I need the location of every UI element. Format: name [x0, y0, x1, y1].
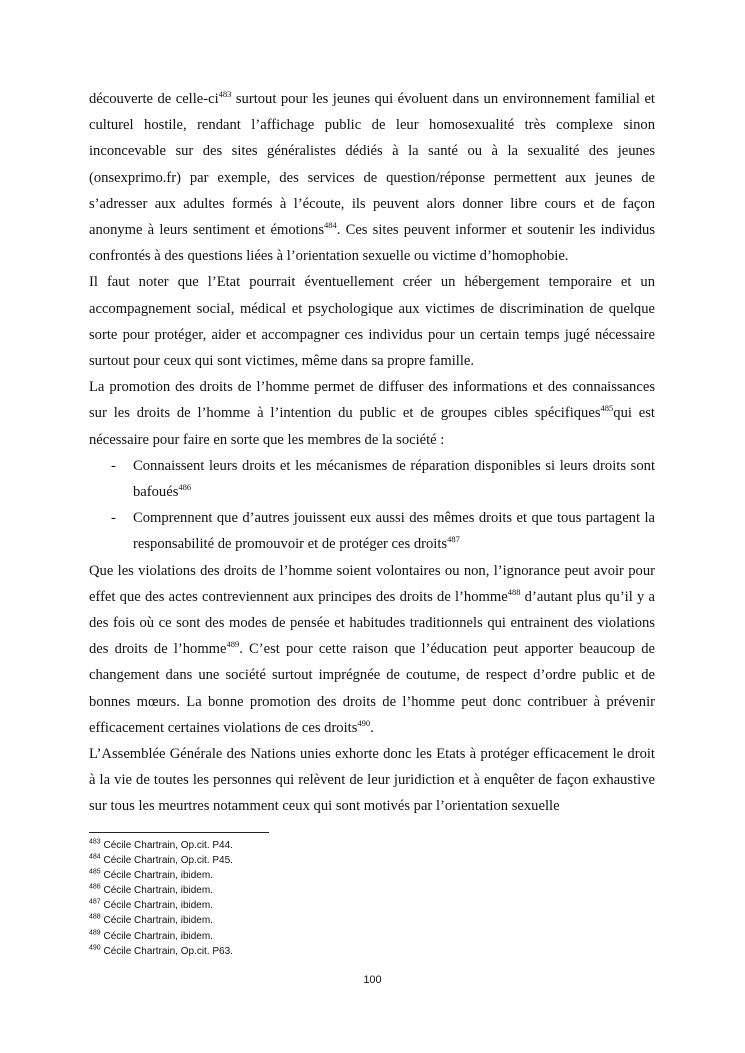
text-run: d’autant plus qu’il y a des fois où ce sont des modes de pensée et habitudes traditionnels qui entrainent des violations des droits de l’homme [89, 588, 655, 658]
paragraph-2: Il faut noter que l’Etat pourrait éventuellement créer un hébergement temporaire et un accompagnement social, médical et psychologique aux victimes de discrimination de quelque sorte pour protéger, aider et accompagner ces individus pour un certain temps jugé nécessaire surtout pour ceux qui sont victimes, même dans sa propre famille. [89, 274, 655, 370]
text-run: découverte de celle-ci [89, 91, 219, 107]
footnote-text: Cécile Chartrain, Op.cit. P63. [100, 945, 233, 957]
text-run: surtout pour les jeunes qui évoluent dans un environnement familial et culturel hostile, rendant l’affichage public de leur homosexualité très complexe sinon inconcevable sur des sites généralistes dédiés à la santé ou à la sexualité des jeunes (onsexprimo.fr) par exemple, des services de question/réponse permettent aux jeunes de s’adresser aux adultes formés à l’écoute, ils peuvent alors donner libre cours et de façon anonyme à leurs sentiment et émotions [89, 91, 655, 239]
footnote-488 [89, 913, 489, 928]
bullet-list [89, 453, 655, 558]
paragraph-1 [89, 86, 655, 269]
footnote-ref-488[interactable]: 488 [507, 587, 521, 597]
bullet-marker: - [111, 510, 116, 527]
footnote-ref-484[interactable]: 484 [324, 220, 337, 231]
footnote-486 [89, 883, 489, 898]
footnote-489 [89, 929, 489, 944]
footnote-ref-487[interactable]: 487 [447, 534, 460, 545]
footnote-483 [89, 838, 489, 853]
footnote-text: Cécile Chartrain, ibidem. [100, 930, 213, 942]
page-number: 100 [363, 974, 382, 986]
footnote-text: Cécile Chartrain, Op.cit. P44. [100, 840, 233, 851]
footnote-text: Cécile Chartrain, ibidem. [100, 900, 213, 912]
footnote-ref-485[interactable]: 485 [600, 403, 614, 414]
bullet-item-1 [89, 453, 655, 505]
footnote-490 [89, 944, 489, 959]
bullet-text: Comprennent que d’autres jouissent eux aussi des mêmes droits et que tous partagent la responsabilité de promouvoir et de protéger ces droits [133, 510, 655, 553]
body-text [89, 86, 655, 820]
footnote-number: 486 [89, 883, 101, 891]
footnote-number: 489 [89, 929, 101, 937]
footnote-number: 488 [89, 914, 101, 922]
footnote-text: Cécile Chartrain, ibidem. [100, 915, 213, 927]
footnote-ref-489[interactable]: 489 [226, 639, 240, 650]
footnote-487 [89, 898, 489, 913]
footnote-text: Cécile Chartrain, ibidem. [100, 885, 213, 897]
footnote-number: 483 [89, 838, 101, 846]
paragraph-4 [89, 558, 655, 741]
paragraph-5: L’Assemblée Générale des Nations unies exhorte donc les Etats à protéger efficacement le droit à la vie de toutes les personnes qui relèvent de leur juridiction et à enquêter de façon exhaustive sur tous les meurtres notamment ceux qui sont motivés par l’orientation sexuelle [89, 746, 655, 815]
text-run: Que les violations des droits de l’homme soient volontaires ou non, l’ignorance peut avoir pour effet que des actes contreviennent aux principes des droits de l’homme [89, 562, 655, 605]
bullet-item-2 [89, 505, 655, 557]
paragraph-3 [89, 374, 655, 453]
footnote-ref-486[interactable]: 486 [178, 482, 192, 493]
bullet-text: Connaissent leurs droits et les mécanismes de réparation disponibles si leurs droits sont bafoués [133, 457, 655, 501]
footnote-number: 485 [89, 868, 101, 876]
text-run: . Ces sites peuvent informer et soutenir les individus confrontés à des questions liées à l’orientation sexuelle ou victime d’homophobie. [89, 222, 655, 265]
bullet-marker: - [111, 457, 116, 474]
footnote-number: 490 [89, 944, 101, 952]
footnote-ref-490[interactable]: 490 [357, 718, 371, 729]
footnote-number: 487 [89, 899, 101, 907]
text-run: . C’est pour cette raison que l’éducation peut apporter beaucoup de changement dans une société surtout imprégnée de coutume, de respect d’ordre public et de bonnes mœurs. La bonne promotion des droits de l’homme peut donc contribuer à prévenir efficacement certaines violations de ces droits [89, 641, 655, 736]
footnote-485 [89, 868, 489, 883]
text-run: . [370, 719, 374, 736]
footnote-ref-483[interactable]: 483 [218, 89, 232, 100]
text-run: qui est nécessaire pour faire en sorte que les membres de la société : [89, 405, 655, 448]
footnote-text: Cécile Chartrain, Op.cit. P45. [100, 855, 233, 867]
footnotes [89, 838, 489, 959]
text-run: La promotion des droits de l’homme permet de diffuser des informations et des connaissances sur les droits de l’homme à l’intention du public et de groupes cibles spécifiques [89, 379, 655, 422]
footnote-text: Cécile Chartrain, ibidem. [100, 870, 213, 882]
footnote-484 [89, 853, 489, 868]
footnote-separator [89, 832, 269, 833]
footnote-number: 484 [89, 853, 101, 861]
